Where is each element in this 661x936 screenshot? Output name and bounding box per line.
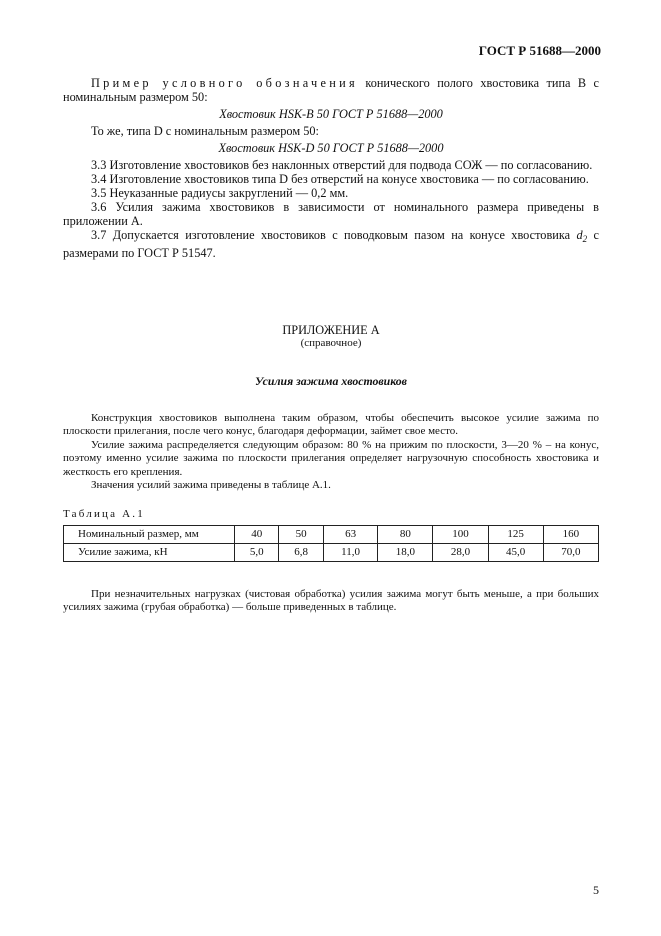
table-cell: 45,0 <box>488 543 543 561</box>
item-3-7-symbol: d <box>576 228 583 242</box>
table-cell: 125 <box>488 525 543 543</box>
table-cell: 5,0 <box>235 543 279 561</box>
page-number: 5 <box>593 883 599 897</box>
table-cell: 50 <box>279 525 323 543</box>
item-3-7 <box>63 228 599 260</box>
same-type-d: То же, типа D с номинальным размером 50: <box>91 124 319 138</box>
appendix-text <box>63 412 599 493</box>
row-label-nominal-size: Номинальный размер, мм <box>64 525 235 543</box>
table-cell: 70,0 <box>543 543 598 561</box>
clamping-force-table <box>63 525 599 562</box>
designation-d: Хвостовик HSK-D 50 ГОСТ Р 51688—2000 <box>218 141 444 155</box>
page-content <box>63 76 599 615</box>
table-cell: 160 <box>543 525 598 543</box>
document-header: ГОСТ Р 51688—2000 <box>478 43 601 58</box>
item-3-4: 3.4 Изготовление хвостовиков типа D без отверстий на конусе хвостовика — по согласованию. <box>91 172 589 186</box>
table-cell: 80 <box>378 525 433 543</box>
example-paragraph <box>63 76 599 104</box>
item-3-7-text: 3.7 Допускается изготовление хвостовиков с поводковым пазом на конусе хвостовика <box>91 228 577 242</box>
table-cell: 6,8 <box>279 543 323 561</box>
table-row <box>64 543 599 561</box>
appendix-title: ПРИЛОЖЕНИЕ А <box>282 323 380 337</box>
table-cell: 40 <box>235 525 279 543</box>
item-3-7-tail: с размерами по ГОСТ Р 51547. <box>63 228 599 260</box>
appendix-subtitle: (справочное) <box>300 337 362 349</box>
appendix-para-3: Значения усилий зажима приведены в таблице А.1. <box>91 479 331 491</box>
table-cell: 63 <box>323 525 377 543</box>
table-row <box>64 525 599 543</box>
item-3-6: 3.6 Усилия зажима хвостовиков в зависимости от номинального размера приведены в приложении А. <box>63 200 599 228</box>
appendix-para-1: Конструкция хвостовиков выполнена таким образом, чтобы обеспечить высокое усилие зажима по плоскости прилегания, после чего конус, благодаря деформации, займет свое место. <box>63 411 599 437</box>
appendix-para-2: Усилие зажима распределяется следующим образом: 80 % на прижим по плоскости, 3—20 % – на конус, поэтому именно усилие зажима по плоскости прилегания определяет нагрузочную способность хвостовика и жесткость его крепления. <box>63 438 599 478</box>
table-cell: 28,0 <box>433 543 488 561</box>
table-cell: 11,0 <box>323 543 377 561</box>
item-3-3: 3.3 Изготовление хвостовиков без наклонных отверстий для подвода СОЖ — по согласованию. <box>91 158 593 172</box>
example-text: конического полого хвостовика типа В с номинальным размером 50: <box>63 76 599 104</box>
item-3-5: 3.5 Неуказанные радиусы закруглений — 0,2 мм. <box>91 186 349 200</box>
table-caption: Таблица А.1 <box>63 507 145 520</box>
after-table-note: При незначительных нагрузках (чистовая обработка) усилия зажима могут быть меньше, а при больших усилиях зажима (грубая обработка) — больше приведенных в таблице. <box>63 587 599 613</box>
item-3-7-subscript: 2 <box>582 234 588 244</box>
appendix-section-title: Усилия зажима хвостовиков <box>255 373 407 388</box>
table-cell: 100 <box>433 525 488 543</box>
row-label-clamping-force: Усилие зажима, кН <box>64 543 235 561</box>
example-lead: Пример условного обозначения <box>91 76 358 90</box>
designation-b: Хвостовик HSK-B 50 ГОСТ Р 51688—2000 <box>219 107 443 121</box>
table-cell: 18,0 <box>378 543 433 561</box>
